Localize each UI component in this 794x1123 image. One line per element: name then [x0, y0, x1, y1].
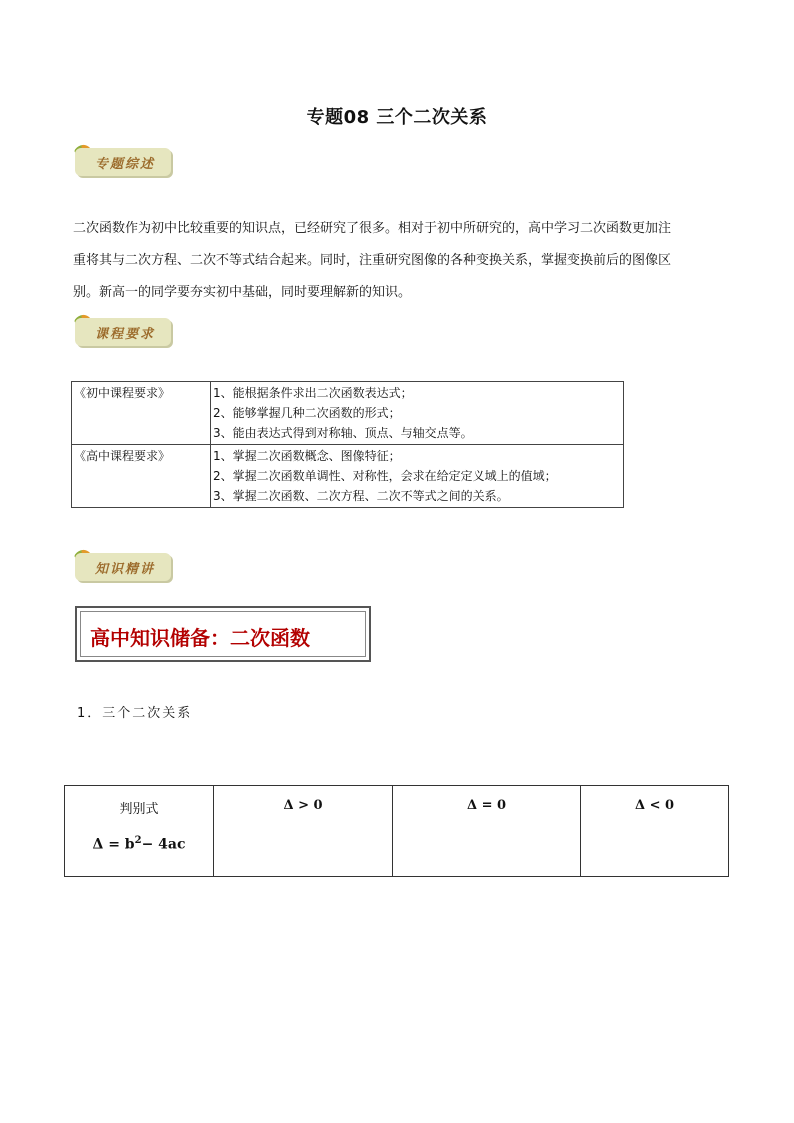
badge-overview [73, 142, 173, 178]
requirements-items [211, 382, 624, 445]
section-box-title: 高中知识储备：二次函数 [90, 626, 310, 650]
requirements-items [211, 445, 624, 508]
col-delta-zero: Δ = 0 [393, 786, 581, 877]
requirements-label: 《高中课程要求》 [72, 445, 211, 508]
requirement-item: 2、能够掌握几种二次函数的形式； [213, 406, 401, 420]
intro-paragraph [73, 213, 721, 309]
intro-line: 重将其与二次方程、二次不等式结合起来。同时，注重研究图像的各种变换关系，掌握变换前后的图像区 [73, 253, 672, 268]
discriminant-label: 判别式 [119, 802, 159, 817]
discriminant-formula [66, 835, 212, 853]
badge-knowledge [73, 547, 173, 583]
table-row [72, 445, 624, 508]
discriminant-header-cell [65, 786, 214, 877]
formula-base: Δ = b [92, 836, 135, 853]
formula-exponent: 2 [134, 835, 142, 846]
table-row [65, 786, 729, 877]
page-title: 专题08 三个二次关系 [306, 107, 488, 128]
requirement-item: 3、能由表达式得到对称轴、顶点、与轴交点等。 [213, 426, 473, 440]
section-box [75, 606, 371, 662]
badge-label: 专题综述 [94, 157, 155, 172]
formula-tail: − 4ac [141, 836, 186, 853]
intro-line: 别。新高一的同学要夯实初中基础，同时要理解新的知识。 [73, 285, 412, 300]
list-item: 1．三个二次关系 [77, 706, 193, 721]
requirements-label: 《初中课程要求》 [72, 382, 211, 445]
requirements-table [71, 381, 624, 508]
col-delta-negative: Δ < 0 [581, 786, 729, 877]
requirement-item: 1、掌握二次函数概念、图像特征； [213, 449, 401, 463]
table-row [72, 382, 624, 445]
requirement-item: 1、能根据条件求出二次函数表达式； [213, 386, 413, 400]
intro-line: 二次函数作为初中比较重要的知识点，已经研究了很多。相对于初中所研究的，高中学习二次函数更加注 [73, 221, 672, 236]
requirement-item: 3、掌握二次函数、二次方程、二次不等式之间的关系。 [213, 489, 509, 503]
col-delta-positive: Δ > 0 [214, 786, 393, 877]
discriminant-table [64, 785, 729, 877]
badge-label: 课程要求 [94, 327, 155, 342]
badge-label: 知识精讲 [94, 562, 155, 577]
badge-requirements [73, 312, 173, 348]
requirement-item: 2、掌握二次函数单调性、对称性，会求在给定定义域上的值域； [213, 469, 557, 483]
